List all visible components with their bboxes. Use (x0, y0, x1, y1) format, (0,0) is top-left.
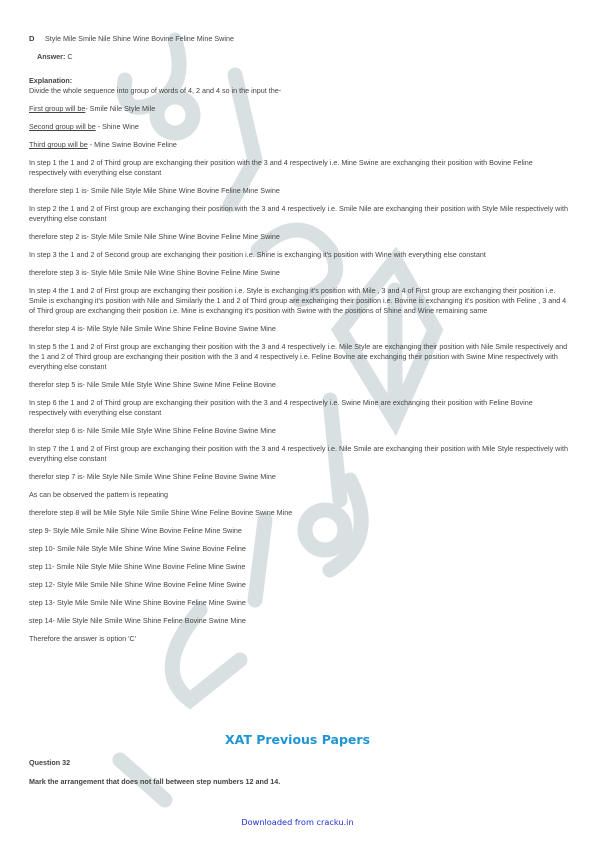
step-result: step 11- Smile Nile Style Mile Shine Wine Bovine Feline Mine Swine (29, 562, 246, 571)
step-result: therefor step 5 is- Nile Smile Mile Style Wine Shine Swine Mine Feline Bovine (29, 380, 276, 389)
answer-value: C (67, 52, 73, 61)
explanation-title: Explanation: (29, 76, 73, 85)
answer-line (37, 52, 569, 62)
group-words: - Shine Wine (95, 122, 139, 131)
option-d (29, 30, 569, 44)
explanation-paragraph: In step 4 the 1 and 2 of First group are exchanging their position i.e. Style is exchanging it's position with Mile , 3 and 4 of First group are exchanging their position i.e. Smile is exchanging it's position with Nile and Similarly the 1 and 2 of Third group are exchanging their position i.e. Bovine is exchanging it's position with Feline , 3 and 4 of Third group are exchanging their position i.e. Mine is exchanging it's position with Swine with the positions of Shine and Wine remaining same (29, 286, 567, 315)
step-result: therefore step 3 is- Style Mile Smile Nile Wine Shine Bovine Feline Mine Swine (29, 268, 280, 277)
explanation-paragraph: In step 5 the 1 and 2 of First group are exchanging their position with the 3 and 4 respectively i.e. Mile Style are exchanging their position with Nile Smile respectively and the 1 and 2 of Third group are exchanging their position with the 3 and 4 respectively i.e. Feline Bovine are exchanging their position with Swine Mine respectively with everything else constant (29, 342, 568, 371)
conclusion: Therefore the answer is option 'C' (29, 634, 137, 643)
group-label: Third group will be (29, 140, 88, 149)
step-result: step 10- Smile Nile Style Mile Shine Wine Mine Swine Bovine Feline (29, 544, 246, 553)
explanation-paragraph: In step 3 the 1 and 2 of Second group are exchanging their position i.e. Shine is exchanging it's position with Wine with everything else constant (29, 250, 486, 259)
step-result: therefore step 8 will be Mile Style Nile Smile Shine Wine Feline Bovine Swine Mine (29, 508, 293, 517)
option-text: Style Mile Smile Nile Shine Wine Bovine Feline Mine Swine (45, 34, 234, 43)
group-label: First group will be (29, 104, 86, 113)
question-text: Mark the arrangement that does not fall between step numbers 12 and 14. (29, 777, 281, 786)
question-title: Question 32 (29, 758, 71, 767)
group-words: - Mine Swine Bovine Feline (87, 140, 177, 149)
group-line-third (29, 140, 569, 150)
step-result: therefore step 1 is- Smile Nile Style Mile Shine Wine Bovine Feline Mine Swine (29, 186, 280, 195)
footer-link[interactable]: Downloaded from cracku.in (241, 817, 354, 827)
step-result: therefore step 2 is- Style Mile Smile Nile Shine Wine Bovine Feline Mine Swine (29, 232, 280, 241)
answer-label: Answer: (37, 52, 66, 61)
step-result: step 9- Style Mile Smile Nile Shine Wine Bovine Feline Mine Swine (29, 526, 242, 535)
group-line-first (29, 104, 569, 114)
step-result: therefor step 4 is- Mile Style Nile Smile Wine Shine Feline Bovine Swine Mine (29, 324, 276, 333)
step-result: therefor step 7 is- Mile Style Nile Smile Wine Shine Feline Bovine Swine Mine (29, 472, 276, 481)
explanation-paragraph: In step 7 the 1 and 2 of First group are exchanging their position with the 3 and 4 respectively i.e. Nile Smile are exchanging their position with Mile Style respectively with everything else constant (29, 444, 568, 463)
option-letter: D (29, 34, 35, 43)
explanation-paragraph: In step 2 the 1 and 2 of First group are exchanging their position with the 3 and 4 respectively i.e. Smile Nile are exchanging their position with Style Mile respectively with everything else constant (29, 204, 568, 223)
group-line-second (29, 122, 569, 132)
step-result: step 12- Style Mile Smile Nile Shine Wine Bovine Feline Mine Swine (29, 580, 246, 589)
explanation-intro: Divide the whole sequence into group of words of 4, 2 and 4 so in the input the- (29, 86, 282, 95)
group-label: Second group will be (29, 122, 96, 131)
explanation-paragraph: In step 6 the 1 and 2 of Third group are exchanging their position with the 3 and 4 respectively i.e. Swine Mine are exchanging their position with Feline Bovine respectively with everything else constant (29, 398, 533, 417)
section-heading-link[interactable]: XAT Previous Papers (224, 732, 371, 747)
explanation-paragraph: As can be observed the pattern is repeating (29, 490, 169, 499)
solution-content (29, 30, 569, 644)
step-result: step 14- Mile Style Nile Smile Wine Shine Feline Bovine Swine Mine (29, 616, 246, 625)
step-result: step 13- Style Mile Smile Nile Wine Shine Bovine Feline Mine Swine (29, 598, 246, 607)
group-words: - Smile Nile Style Mile (85, 104, 156, 113)
explanation-paragraph: In step 1 the 1 and 2 of Third group are exchanging their position with the 3 and 4 respectively i.e. Mine Swine are exchanging their position with Bovine Feline respectively with everything else constant (29, 158, 533, 177)
step-result: therefor step 6 is- Nile Smile Mile Style Wine Shine Feline Bovine Swine Mine (29, 426, 276, 435)
